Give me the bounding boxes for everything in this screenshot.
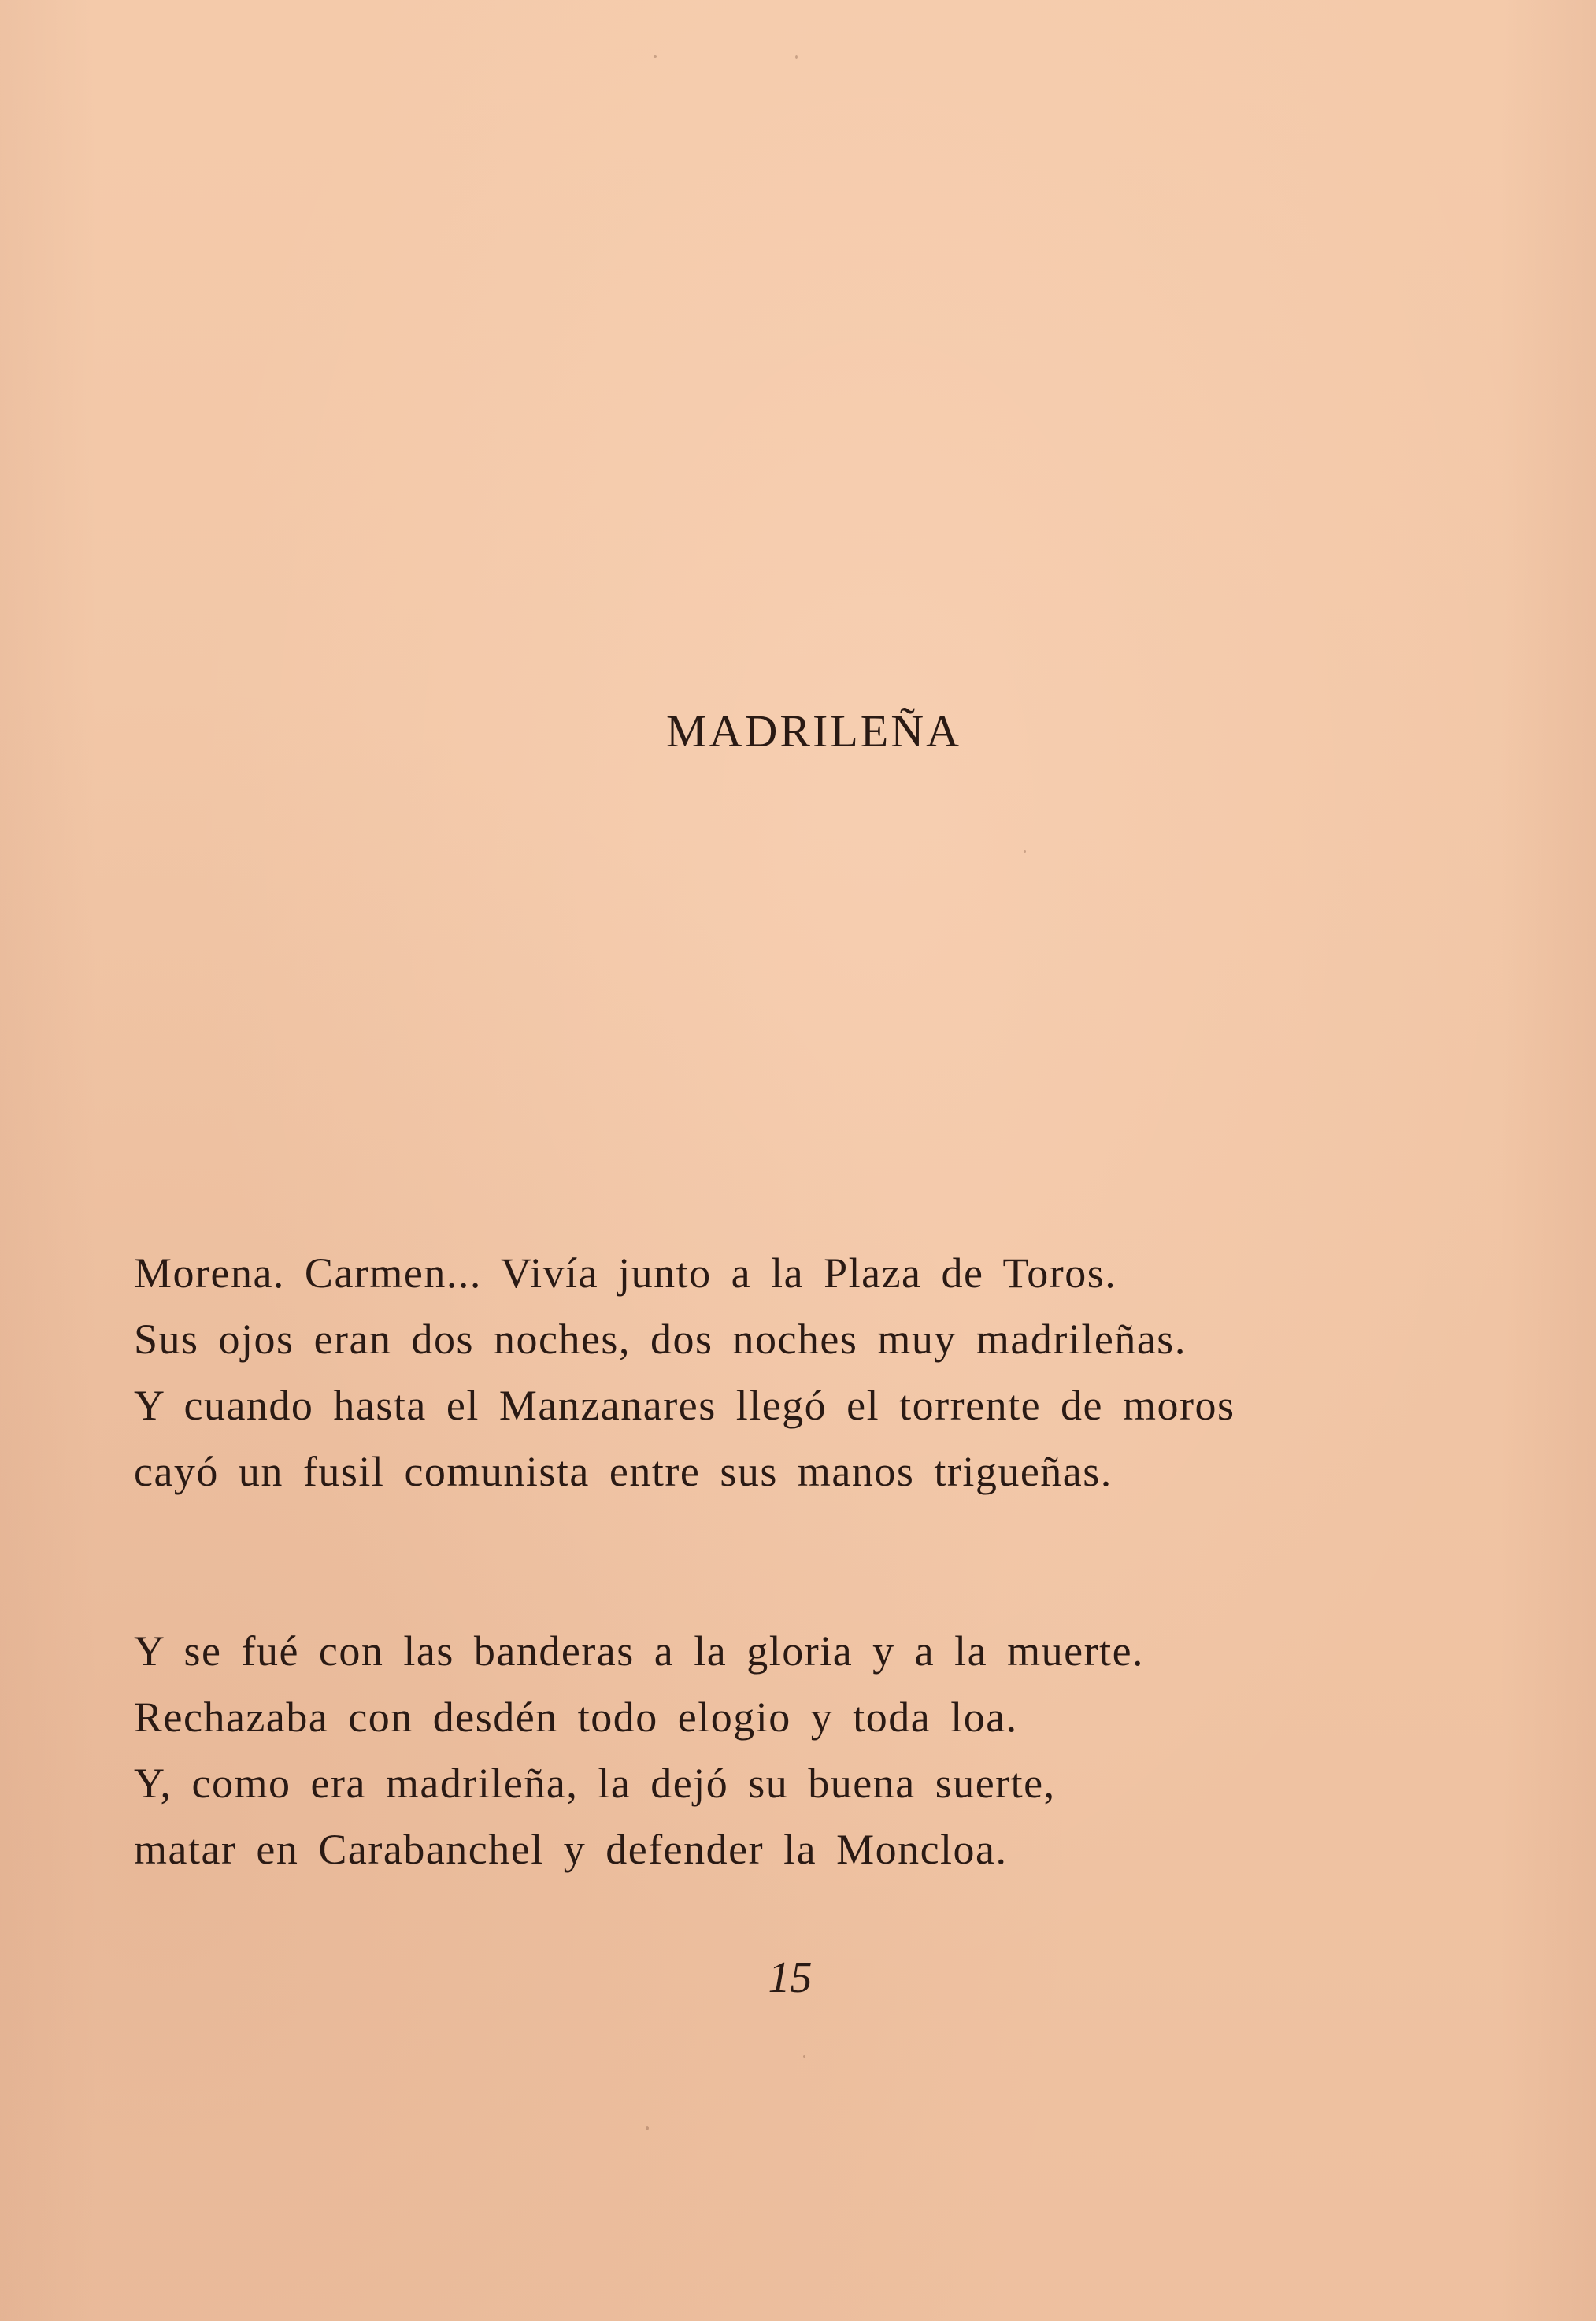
- paper-speck: [654, 55, 657, 58]
- page-number: 15: [768, 1953, 813, 2002]
- poem-line: Y cuando hasta el Manzanares llegó el torrente de moros: [134, 1382, 1235, 1429]
- stanza-2: [134, 1618, 1488, 1882]
- poem-line: Sus ojos eran dos noches, dos noches muy madrileñas.: [134, 1316, 1187, 1363]
- paper-speck: [1024, 850, 1026, 853]
- poem-line: cayó un fusil comunista entre sus manos trigueñas.: [134, 1448, 1113, 1495]
- paper-speck: [795, 55, 798, 59]
- stanza-1: [134, 1240, 1488, 1505]
- paper-speck: [803, 2055, 805, 2058]
- poem-line: Y se fué con las banderas a la gloria y a la muerte.: [134, 1627, 1145, 1675]
- poem-title: MADRILEÑA: [666, 705, 961, 757]
- poem-line: Morena. Carmen... Vivía junto a la Plaza de Toros.: [134, 1249, 1117, 1297]
- paper-speck: [646, 2126, 649, 2130]
- poem-line: Y, como era madrileña, la dejó su buena suerte,: [134, 1760, 1056, 1807]
- poem-line: Rechazaba con desdén todo elogio y toda loa.: [134, 1694, 1018, 1741]
- poem-line: matar en Carabanchel y defender la Moncloa.: [134, 1826, 1008, 1873]
